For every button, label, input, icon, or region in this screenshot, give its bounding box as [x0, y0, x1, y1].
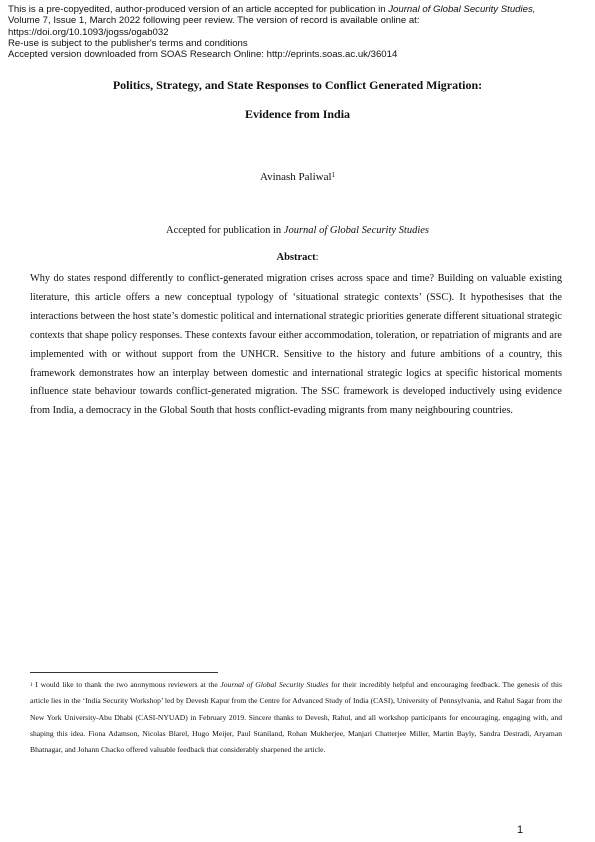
abstract-heading-colon: :	[315, 252, 319, 263]
abstract-heading-text: Abstract	[276, 252, 316, 263]
author-name	[0, 171, 595, 183]
author-name-text: Avinash Paliwal	[259, 171, 332, 183]
notice-line-1-text: This is a pre-copyedited, author-produced version of an article accepted for publication in	[8, 4, 389, 15]
accepted-statement	[0, 225, 595, 236]
notice-line-1	[8, 4, 588, 15]
footnote	[30, 677, 562, 758]
notice-journal-name: Journal of Global Security Studies,	[388, 4, 536, 15]
footnote-text-part-1: I would like to thank the two anonymous reviewers at the	[32, 680, 221, 689]
page-number: 1	[517, 824, 524, 836]
author-footnote-mark: 1	[331, 171, 336, 179]
footnote-divider	[30, 672, 218, 673]
accepted-prefix: Accepted for publication in	[165, 225, 284, 236]
footnote-text-part-2: for their incredibly helpful and encouraging feedback. The genesis of this article lies in the ‘India Security Workshop’ led by Devesh Kapur from the Centre for Advanced Study of India (CASI), University of Pennsylvania, and Rahul Sagar from the New York University-Abu Dhabi (CASI-NYUAD) in February 2019. Sincere thanks to Devesh, Rahul, and all workshop participants for encouraging, engaging with, and shaping this idea. Fiona Adamson, Nicolas Blarel, Hugo Meijer, Paul Staniland, Rohan Mukherjee, Manjari Chatterjee Miller, Martin Bayly, Sandra Destradi, Aryaman Bhatnagar, and Johann Chacko offered valuable feedback that considerably sharpened the article.	[30, 680, 562, 755]
footnote-journal-name: Journal of Global Security Studies	[220, 680, 329, 689]
notice-line-2: Volume 7, Issue 1, March 2022 following peer review. The version of record is available online at:	[8, 15, 420, 27]
preprint-notice	[8, 4, 588, 60]
accepted-journal-name: Journal of Global Security Studies	[283, 225, 430, 236]
article-title-line-2: Evidence from India	[244, 107, 351, 121]
notice-line-4: Re-use is subject to the publisher's terms and conditions	[8, 37, 248, 49]
notice-line-5: Accepted version downloaded from SOAS Research Online: http://eprints.soas.ac.uk/36014	[8, 49, 398, 61]
abstract-heading	[0, 252, 595, 263]
footnote-mark: 1	[30, 682, 33, 688]
article-title-line-1: Politics, Strategy, and State Responses to Conflict Generated Migration:	[112, 78, 483, 92]
abstract-body: Why do states respond differently to conflict-generated migration crises across space and time? Building on valuable existing literature, this article offers a new conceptual typology of ‘situational strategic contexts’ (SSC). It hypothesises that the interactions between the host state’s domestic political and international strategic priorities generate different situational strategic contexts that shape policy responses. These contexts favour either accommodation, toleration, or repatriation of migrants and are implemented with or without support from the UNHCR. Sensitive to the history and future ambitions of a country, this framework demonstrates how an interplay between domestic and international strategic logics at specific historical moments influence state behaviour towards conflict-generated migration. The SSC framework is developed inductively using evidence from India, a democracy in the Global South that hosts conflict-evading migrants from many neighbouring countries.	[30, 273, 562, 417]
doi-link[interactable]: https://doi.org/10.1093/jogss/ogab032	[8, 26, 169, 38]
